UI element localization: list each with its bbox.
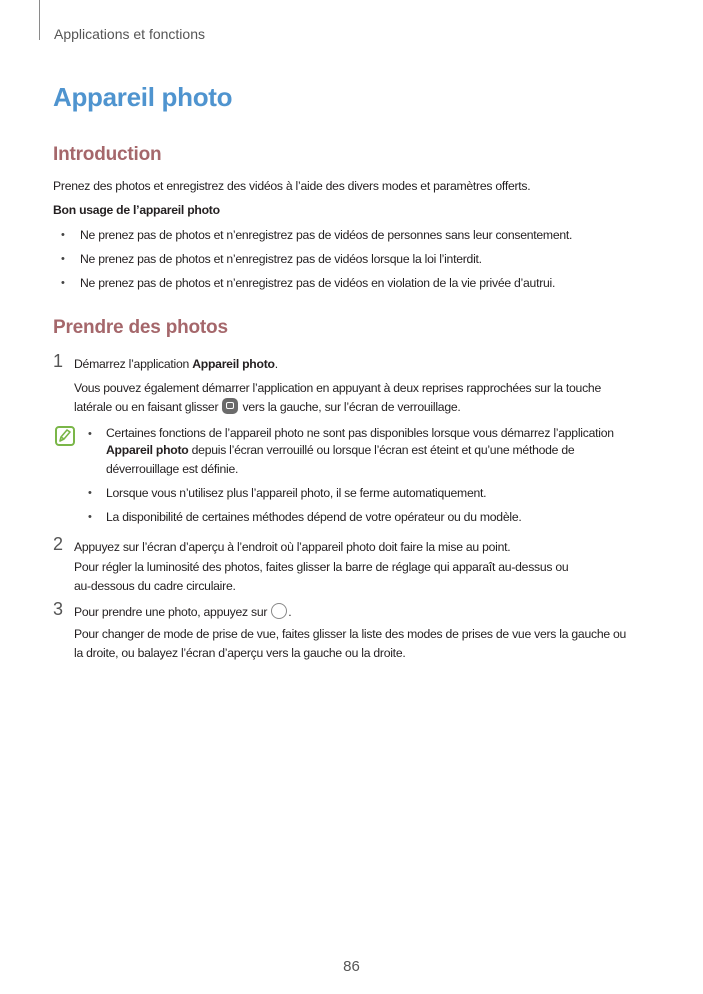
note-1-line1: Certaines fonctions de l’appareil photo ne sont pas disponibles lorsque vous démarrez l’application	[106, 426, 614, 440]
note-1-line2: Appareil photo depuis l’écran verrouillé ou lorsque l’écran est éteint et qu’une méthode de	[106, 443, 575, 457]
intro-bullet: Ne prenez pas de photos et n’enregistrez pas de vidéos lorsque la loi l’interdit.	[80, 252, 482, 266]
step-2-detail-2: au-dessous du cadre circulaire.	[74, 579, 236, 593]
step-3-detail-2: la droite, ou balayez l’écran d’aperçu vers la gauche ou la droite.	[74, 646, 406, 660]
intro-bullet: Ne prenez pas de photos et n’enregistrez pas de vidéos de personnes sans leur consentement.	[80, 228, 573, 242]
step-1-detail: Vous pouvez également démarrer l’application en appuyant à deux reprises rapprochées sur la touche	[74, 381, 601, 395]
bullet-icon: •	[88, 428, 92, 440]
camera-app-icon	[222, 398, 238, 414]
step-number: 1	[53, 351, 64, 371]
page-number: 86	[343, 958, 360, 975]
intro-text: Prenez des photos et enregistrez des vidéos à l’aide des divers modes et paramètres offerts.	[53, 179, 531, 193]
page-title: Appareil photo	[53, 82, 233, 112]
bullet-icon: •	[88, 487, 92, 499]
section-header: Applications et fonctions	[54, 26, 205, 42]
step-3-detail: Pour changer de mode de prise de vue, faites glisser la liste des modes de prises de vue vers la gauche ou	[74, 627, 627, 641]
intro-subheading: Bon usage de l’appareil photo	[53, 203, 220, 217]
step-1-detail-2: latérale ou en faisant glisser vers la gauche, sur l’écran de verrouillage.	[74, 400, 461, 414]
note-3: La disponibilité de certaines méthodes dépend de votre opérateur ou du modèle.	[106, 510, 522, 524]
step-1-text: Démarrez l’application Appareil photo.	[74, 357, 278, 371]
bullet-icon: •	[61, 277, 65, 289]
heading-introduction: Introduction	[53, 144, 162, 165]
step-number: 2	[53, 534, 64, 554]
step-2-text: Appuyez sur l’écran d’aperçu à l’endroit où l’appareil photo doit faire la mise au point.	[74, 540, 511, 554]
bullet-icon: •	[61, 229, 65, 241]
bullet-icon: •	[88, 511, 92, 523]
step-3-text: Pour prendre une photo, appuyez sur .	[74, 605, 292, 619]
intro-bullet: Ne prenez pas de photos et n’enregistrez pas de vidéos en violation de la vie privée d’autrui.	[80, 276, 556, 290]
step-2-detail: Pour régler la luminosité des photos, faites glisser la barre de réglage qui apparaît au-dessus ou	[74, 560, 569, 574]
bullet-icon: •	[61, 253, 65, 265]
note-1-line3: déverrouillage est définie.	[106, 462, 239, 476]
header-rule	[39, 0, 40, 40]
note-2: Lorsque vous n’utilisez plus l’appareil photo, il se ferme automatiquement.	[106, 486, 487, 500]
shutter-button-icon	[271, 603, 287, 619]
note-pencil-icon	[55, 426, 75, 446]
heading-take-photos: Prendre des photos	[53, 317, 228, 338]
step-number: 3	[53, 599, 64, 619]
